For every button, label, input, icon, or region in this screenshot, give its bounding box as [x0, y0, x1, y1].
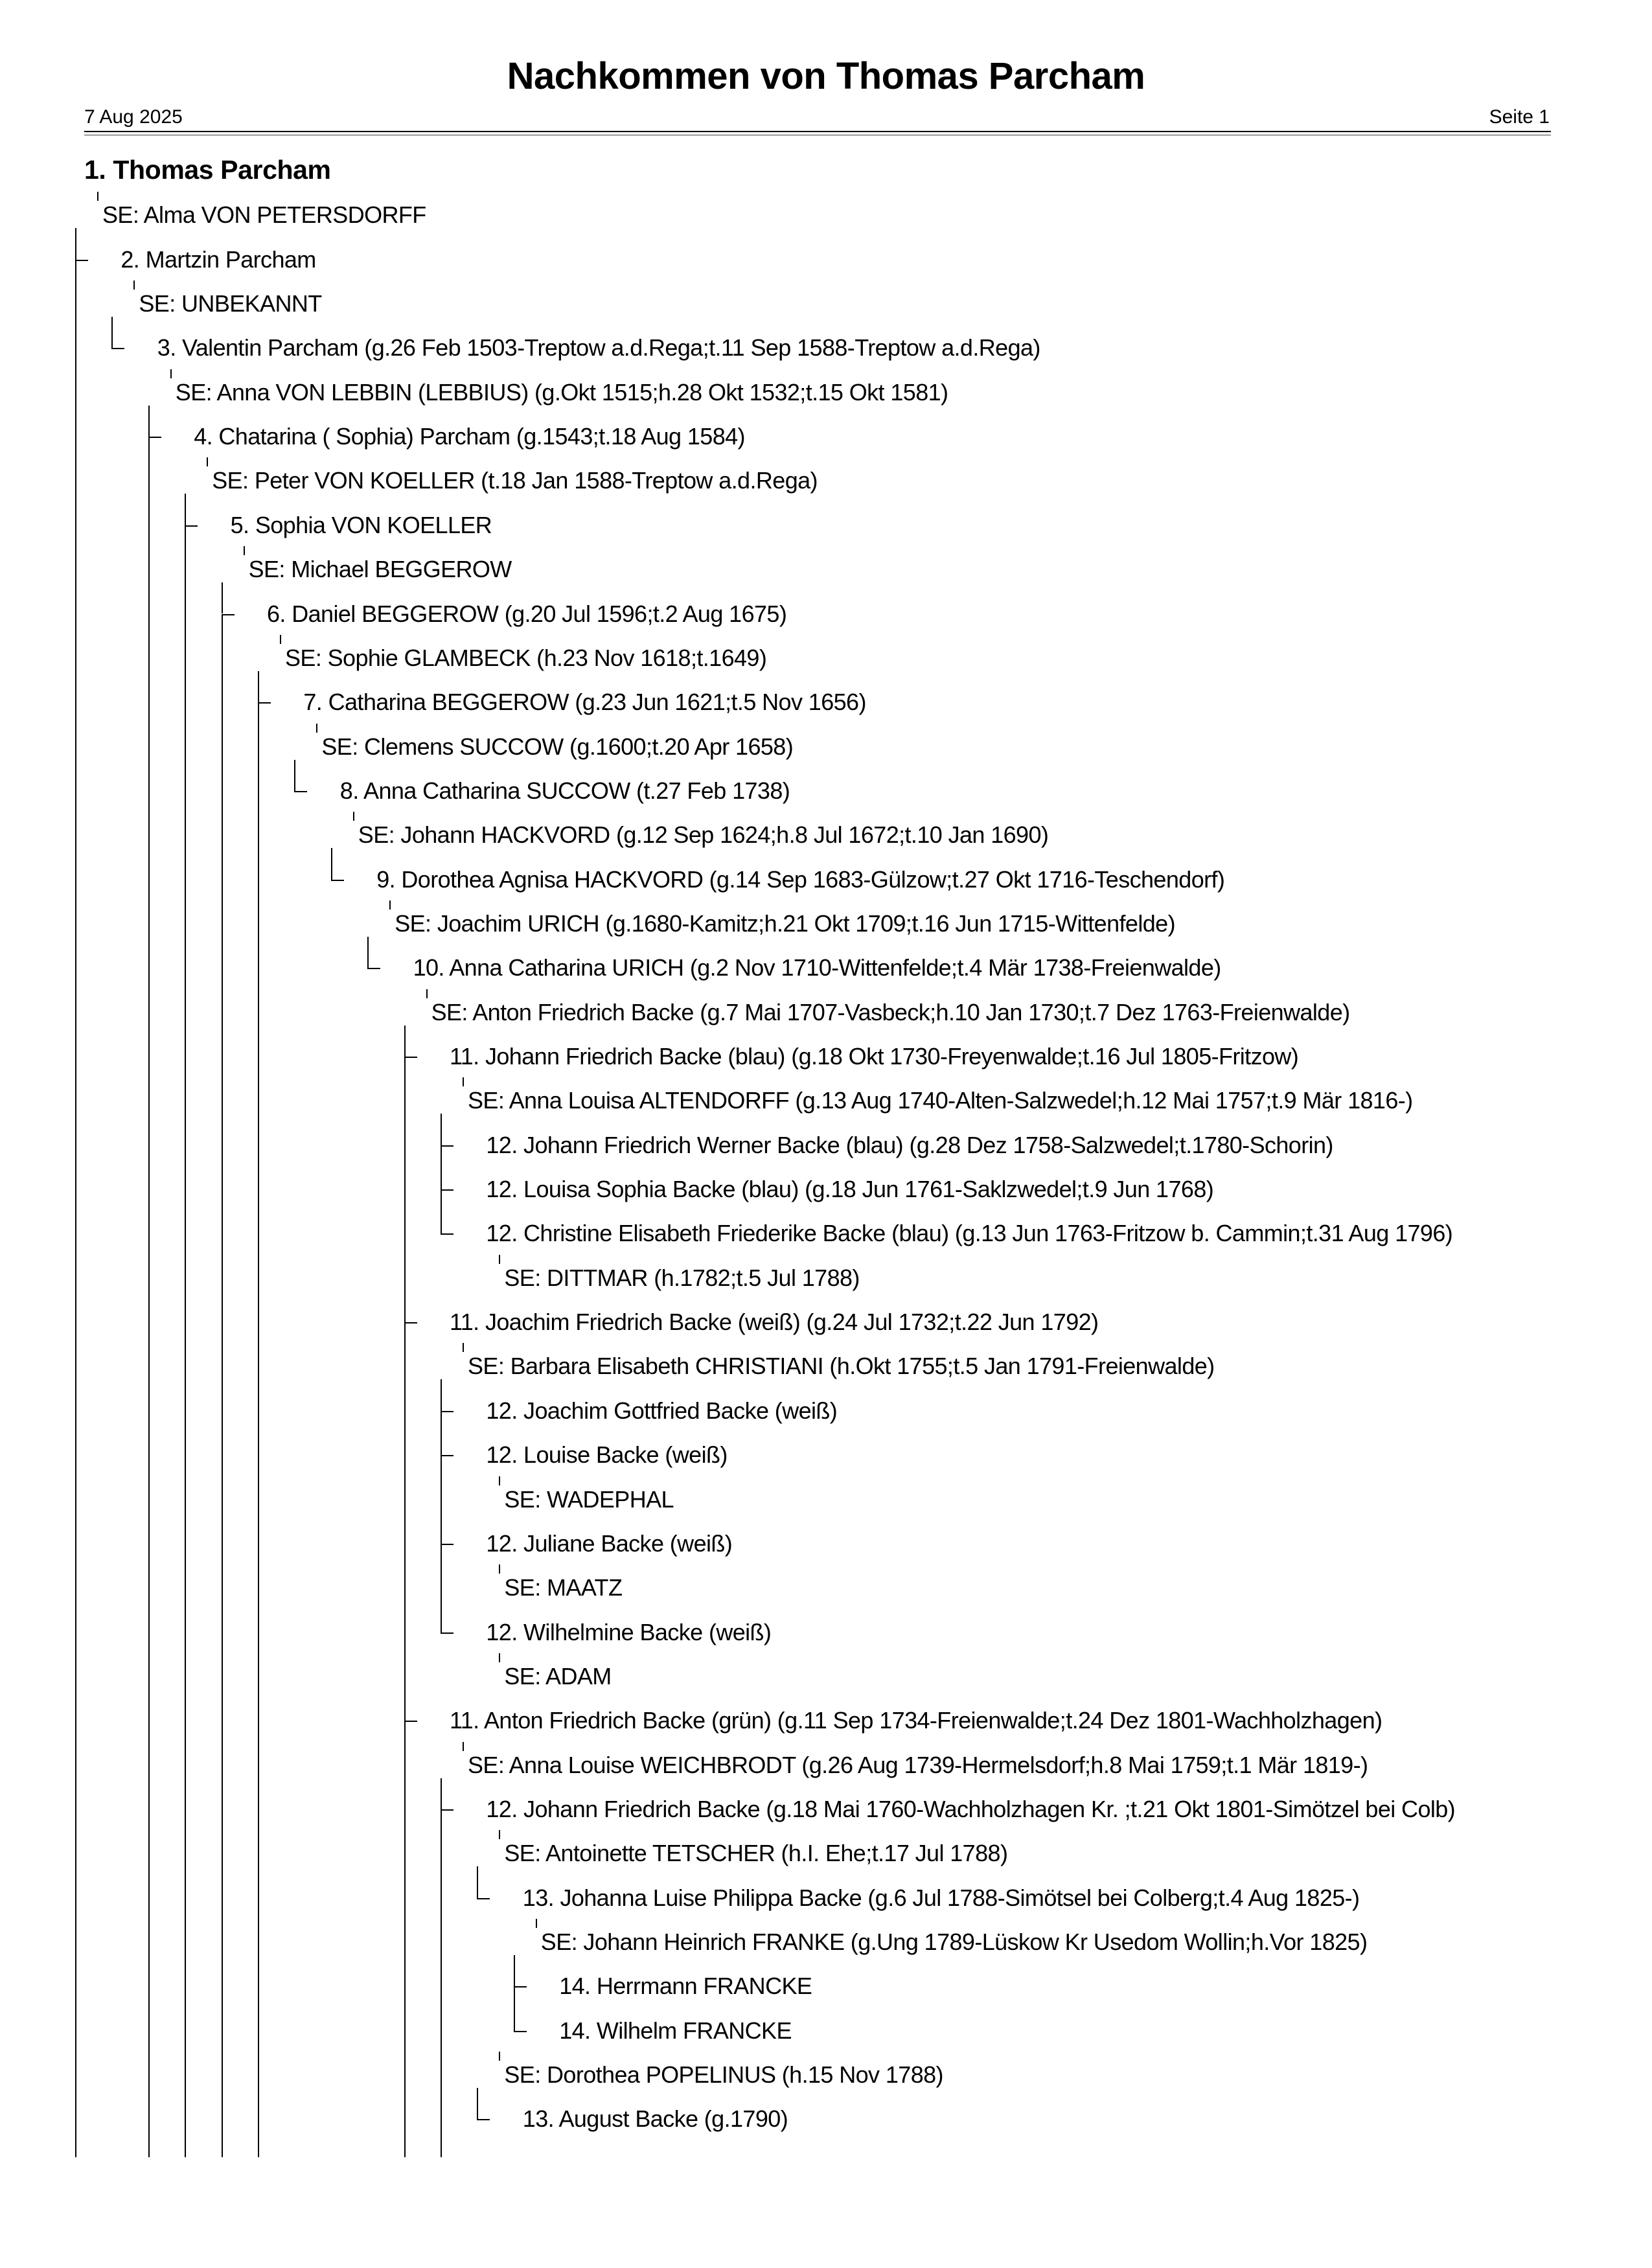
- descendant-entry: 12. Christine Elisabeth Friederike Backe (blau) (g.13 Jun 1763-Fritzow b. Cammin;t.31 Aug 1796): [486, 1220, 1453, 1247]
- spouse-entry: SE: MAATZ: [504, 1574, 623, 1601]
- spouse-tick: [244, 546, 245, 555]
- tree-continuation: [258, 702, 259, 2157]
- spouse-entry: SE: DITTMAR (h.1782;t.5 Jul 1788): [504, 1264, 860, 1291]
- spouse-tick: [316, 724, 317, 733]
- spouse-tick: [426, 989, 428, 998]
- descendant-entry: 10. Anna Catharina URICH (g.2 Nov 1710-Wittenfelde;t.4 Mär 1738-Freienwalde): [413, 954, 1221, 981]
- tree-branch: [331, 880, 344, 881]
- spouse-tick: [97, 192, 98, 201]
- tree-branch: [477, 1898, 490, 1899]
- spouse-tick: [207, 457, 208, 466]
- tree-connector: [258, 671, 259, 702]
- descendant-entry: 8. Anna Catharina SUCCOW (t.27 Feb 1738): [339, 777, 790, 804]
- tree-connector: [185, 494, 186, 525]
- spouse-entry: SE: Anton Friedrich Backe (g.7 Mai 1707-Vasbeck;h.10 Jan 1730;t.7 Dez 1763-Freienwalde): [431, 998, 1350, 1025]
- tree-connector: [441, 1379, 442, 1632]
- tree-branch: [404, 1721, 417, 1722]
- tree-branch: [441, 1632, 453, 1634]
- tree-branch: [441, 1544, 453, 1545]
- tree-branch: [477, 2119, 490, 2120]
- tree-branch: [441, 1411, 453, 1412]
- tree-continuation: [148, 437, 150, 2157]
- descendant-entry: 12. Juliane Backe (weiß): [486, 1529, 733, 1557]
- descendant-entry: 14. Wilhelm FRANCKE: [559, 2017, 792, 2044]
- tree-connector: [222, 582, 223, 613]
- report-date: 7 Aug 2025: [84, 106, 183, 128]
- spouse-entry: SE: WADEPHAL: [504, 1485, 674, 1513]
- spouse-entry: SE: Johann Heinrich FRANKE (g.Ung 1789-Lüskow Kr Usedom Wollin;h.Vor 1825): [540, 1929, 1368, 1955]
- spouse-entry: SE: Alma VON PETERSDORFF: [102, 201, 426, 229]
- spouse-tick: [536, 1919, 537, 1928]
- descendant-entry: 7. Catharina BEGGEROW (g.23 Jun 1621;t.5 Nov 1656): [303, 689, 866, 716]
- spouse-tick: [499, 2052, 500, 2061]
- tree-branch: [441, 1189, 453, 1191]
- descendant-entry: 1. Thomas Parcham: [84, 155, 331, 185]
- tree-connector: [477, 2088, 478, 2119]
- spouse-entry: SE: ADAM: [504, 1662, 612, 1690]
- descendant-entry: 2. Martzin Parcham: [120, 246, 316, 273]
- descendant-entry: 4. Chatarina ( Sophia) Parcham (g.1543;t.18 Aug 1584): [194, 423, 745, 450]
- spouse-tick: [133, 281, 135, 290]
- tree-connector: [111, 317, 113, 348]
- tree-branch: [148, 437, 161, 438]
- tree-connector: [331, 848, 332, 879]
- tree-continuation: [222, 614, 223, 2158]
- tree-branch: [404, 1322, 417, 1323]
- descendant-entry: 5. Sophia VON KOELLER: [230, 511, 492, 538]
- spouse-tick: [499, 1476, 500, 1485]
- tree-branch: [441, 1233, 453, 1235]
- spouse-tick: [170, 369, 172, 378]
- descendant-entry: 12. Louise Backe (weiß): [486, 1441, 728, 1469]
- tree-continuation: [441, 1809, 442, 2157]
- tree-continuation: [404, 1721, 406, 2157]
- tree-connector: [477, 1866, 478, 1897]
- spouse-entry: SE: Antoinette TETSCHER (h.I. Ehe;t.17 Jul 1788): [504, 1840, 1008, 1867]
- tree-connector: [441, 1114, 442, 1233]
- spouse-tick: [499, 1653, 500, 1662]
- spouse-entry: SE: Michael BEGGEROW: [248, 556, 512, 583]
- tree-branch: [222, 614, 235, 615]
- tree-continuation: [185, 525, 186, 2157]
- tree-branch: [294, 791, 307, 792]
- spouse-entry: SE: Dorothea POPELINUS (h.15 Nov 1788): [504, 2061, 943, 2089]
- tree-connector: [75, 228, 76, 259]
- descendant-entry: 12. Johann Friedrich Backe (g.18 Mai 1760-Wachholzhagen Kr. ;t.21 Okt 1801-Simötzel bei Colb): [486, 1795, 1456, 1822]
- descendant-entry: 9. Dorothea Agnisa HACKVORD (g.14 Sep 1683-Gülzow;t.27 Okt 1716-Teschendorf): [376, 865, 1225, 893]
- tree-branch: [441, 1809, 453, 1811]
- descendant-entry: 11. Joachim Friedrich Backe (weiß) (g.24 Jul 1732;t.22 Jun 1792): [450, 1309, 1099, 1336]
- spouse-tick: [499, 1564, 500, 1574]
- tree-branch: [514, 2031, 527, 2032]
- spouse-tick: [463, 1742, 464, 1751]
- page-number: Seite 1: [1489, 106, 1550, 128]
- descendant-entry: 13. Johanna Luise Philippa Backe (g.6 Jul 1788-Simötsel bei Colberg;t.4 Aug 1825-): [522, 1884, 1360, 1911]
- tree-connector: [294, 760, 295, 791]
- tree-connector: [514, 1955, 515, 2031]
- tree-connector: [148, 406, 150, 437]
- descendant-entry: 12. Wilhelmine Backe (weiß): [486, 1618, 772, 1645]
- spouse-entry: SE: Barbara Elisabeth CHRISTIANI (h.Okt 1755;t.5 Jan 1791-Freienwalde): [468, 1353, 1215, 1380]
- spouse-entry: SE: Anna Louisa ALTENDORFF (g.13 Aug 1740-Alten-Salzwedel;h.12 Mai 1757;t.9 Mär 1816-): [468, 1087, 1413, 1114]
- descendant-entry: 11. Anton Friedrich Backe (grün) (g.11 Sep 1734-Freienwalde;t.24 Dez 1801-Wachholzhagen): [450, 1707, 1382, 1734]
- spouse-entry: SE: Anna Louise WEICHBRODT (g.26 Aug 1739-Hermelsdorf;h.8 Mai 1759;t.1 Mär 1819-): [468, 1751, 1368, 1778]
- spouse-tick: [499, 1255, 500, 1264]
- tree-continuation: [75, 260, 76, 2157]
- spouse-entry: SE: Sophie GLAMBECK (h.23 Nov 1618;t.1649): [285, 644, 767, 671]
- spouse-tick: [463, 1343, 464, 1352]
- spouse-tick: [499, 1830, 500, 1839]
- spouse-tick: [463, 1077, 464, 1086]
- tree-branch: [441, 1145, 453, 1147]
- tree-branch: [514, 1986, 527, 1987]
- tree-branch: [75, 260, 88, 261]
- tree-connector: [441, 1778, 442, 1809]
- spouse-tick: [389, 900, 391, 910]
- descendant-entry: 12. Joachim Gottfried Backe (weiß): [486, 1397, 838, 1424]
- tree-branch: [111, 348, 124, 349]
- spouse-entry: SE: Clemens SUCCOW (g.1600;t.20 Apr 1658): [321, 733, 794, 760]
- tree-connector: [404, 1025, 406, 1721]
- descendant-entry: 11. Johann Friedrich Backe (blau) (g.18 Okt 1730-Freyenwalde;t.16 Jul 1805-Fritzow): [450, 1043, 1299, 1070]
- spouse-entry: SE: UNBEKANNT: [139, 290, 322, 317]
- descendant-entry: 3. Valentin Parcham (g.26 Feb 1503-Treptow a.d.Rega;t.11 Sep 1588-Treptow a.d.Rega): [157, 334, 1040, 361]
- tree-branch: [185, 525, 198, 527]
- descendant-entry: 12. Louisa Sophia Backe (blau) (g.18 Jun 1761-Saklzwedel;t.9 Jun 1768): [486, 1176, 1214, 1203]
- tree-branch: [441, 1455, 453, 1456]
- spouse-entry: SE: Peter VON KOELLER (t.18 Jan 1588-Treptow a.d.Rega): [212, 467, 818, 494]
- tree-branch: [258, 702, 271, 704]
- descendant-entry: 6. Daniel BEGGEROW (g.20 Jul 1596;t.2 Aug 1675): [267, 600, 787, 627]
- tree-branch: [367, 968, 380, 969]
- descendant-entry: 14. Herrmann FRANCKE: [559, 1973, 812, 2000]
- spouse-entry: SE: Joachim URICH (g.1680-Kamitz;h.21 Okt 1709;t.16 Jun 1715-Wittenfelde): [395, 910, 1175, 937]
- spouse-entry: SE: Johann HACKVORD (g.12 Sep 1624;h.8 Jul 1672;t.10 Jan 1690): [358, 821, 1049, 849]
- descendant-entry: 13. August Backe (g.1790): [522, 2105, 788, 2133]
- spouse-entry: SE: Anna VON LEBBIN (LEBBIUS) (g.Okt 1515;h.28 Okt 1532;t.15 Okt 1581): [175, 378, 948, 406]
- spouse-tick: [353, 812, 354, 821]
- page-title: Nachkommen von Thomas Parcham: [507, 55, 1145, 97]
- tree-branch: [404, 1057, 417, 1058]
- descendant-entry: 12. Johann Friedrich Werner Backe (blau) (g.28 Dez 1758-Salzwedel;t.1780-Schorin): [486, 1131, 1333, 1158]
- tree-connector: [367, 937, 369, 968]
- spouse-tick: [280, 635, 281, 644]
